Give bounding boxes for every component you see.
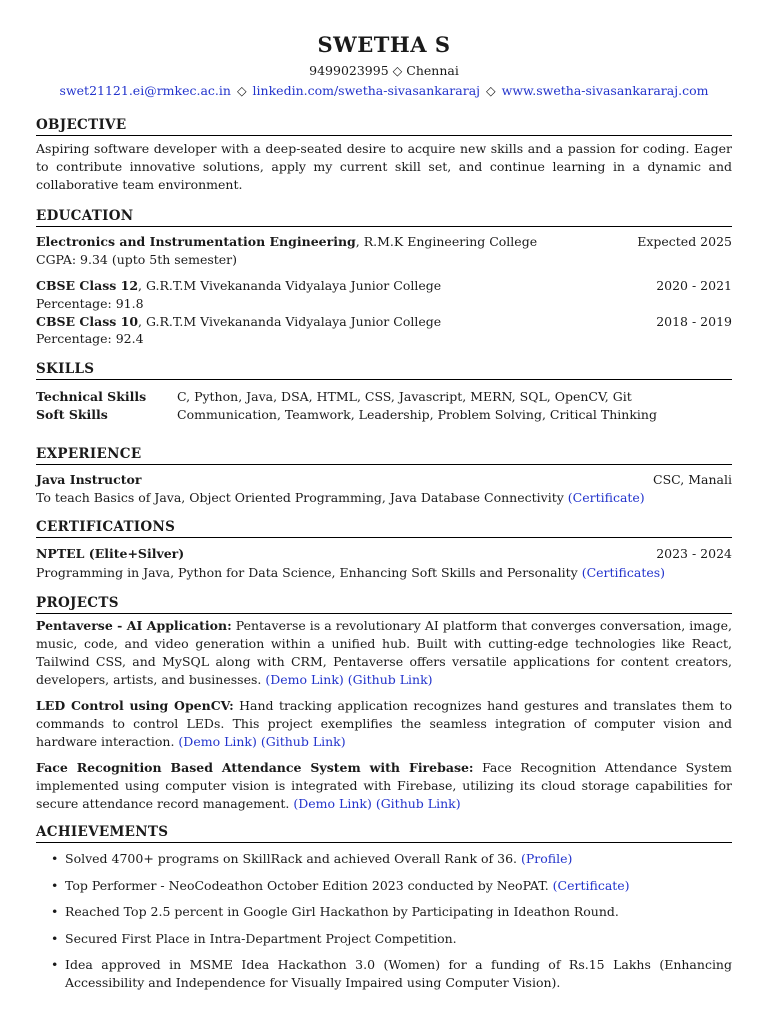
section-heading-experience: EXPERIENCE (36, 446, 732, 465)
education-item (36, 233, 732, 251)
objective-text: Aspiring software developer with a deep-seated desire to acquire new skills and a passion for coding. Eager to contribute innovative solutions, apply my current skill set, and continue learning in a dynamic and collaborative team environment. (36, 141, 732, 192)
section-heading-certifications: CERTIFICATIONS (36, 519, 732, 538)
project-description: Face Recognition Attendance System implemented using computer vision is integrated with Firebase, utilizing its cloud storage capabilities for secure attendance record management. (36, 760, 732, 811)
certification-description (36, 564, 732, 582)
profile-link[interactable]: (Profile) (520, 851, 573, 866)
skill-row (36, 406, 732, 424)
section-heading-objective: OBJECTIVE (36, 117, 732, 136)
job-role: Java Instructor (36, 472, 142, 487)
education-detail: Percentage: 92.4 (36, 331, 144, 346)
project-item (36, 697, 732, 751)
list-item (36, 877, 732, 895)
project-description: Hand tracking application recognizes hand gestures and translates them to commands to control LEDs. This project exemplifies the seamless integration of computer vision and hardware interaction. (36, 698, 732, 749)
project-item (36, 759, 732, 813)
degree: CBSE Class 12 (36, 278, 139, 293)
institution: , G.R.T.M Vivekananda Vidyalaya Junior College (138, 314, 442, 329)
achievement-text: Top Performer - NeoCodeathon October Edition 2023 conducted by NeoPAT. (65, 877, 553, 893)
list-item (36, 903, 732, 921)
section-heading-education: EDUCATION (36, 208, 732, 227)
date: 2020 - 2021 (656, 278, 732, 293)
candidate-name: SWETHA S (317, 32, 451, 57)
separator-icon: ◇ (486, 83, 496, 98)
certification-date: 2023 - 2024 (656, 546, 732, 561)
experience-text: To teach Basics of Java, Object Oriented Programming, Java Database Connectivity (36, 490, 568, 505)
section-heading-skills: SKILLS (36, 361, 732, 380)
certification-text: Programming in Java, Python for Data Science, Enhancing Soft Skills and Personality (36, 565, 582, 580)
project-item (36, 617, 732, 689)
demo-link[interactable]: (Demo Link) (178, 734, 257, 749)
section-heading-achievements: ACHIEVEMENTS (36, 824, 732, 843)
website-link[interactable]: www.swetha-sivasankararaj.com (501, 83, 709, 98)
certificate-link[interactable]: (Certificate) (552, 877, 630, 893)
certification-name: NPTEL (Elite+Silver) (36, 546, 185, 561)
github-link[interactable]: (Github Link) (375, 796, 461, 811)
separator-icon: ◇ (392, 63, 403, 78)
degree: CBSE Class 10 (36, 314, 139, 329)
bullet-icon: • (51, 877, 59, 893)
institution: , G.R.T.M Vivekananda Vidyalaya Junior College (138, 278, 442, 293)
linkedin-link[interactable]: linkedin.com/swetha-sivasankararaj (252, 83, 481, 98)
achievements-list (36, 850, 732, 1001)
github-link[interactable]: (Github Link) (347, 672, 433, 687)
bullet-icon: • (51, 904, 59, 919)
skill-label: Technical Skills (36, 389, 147, 404)
education-item (36, 277, 732, 295)
certificate-link[interactable]: (Certificate) (567, 490, 645, 505)
degree: Electronics and Instrumentation Engineering (36, 234, 356, 249)
experience-item (36, 471, 732, 489)
list-item (36, 930, 732, 948)
experience-description (36, 489, 732, 507)
separator-icon: ◇ (236, 83, 247, 98)
list-item (36, 956, 732, 992)
date: 2018 - 2019 (656, 314, 732, 329)
skill-value: C, Python, Java, DSA, HTML, CSS, Javascript, MERN, SQL, OpenCV, Git (177, 389, 632, 404)
certification-item (36, 545, 732, 563)
achievement-text: Secured First Place in Intra-Department Project Competition. (65, 930, 457, 946)
job-place: CSC, Manali (653, 472, 732, 487)
bullet-icon: • (51, 957, 59, 972)
bullet-icon: • (51, 851, 59, 866)
contact-line (0, 63, 768, 78)
skill-label: Soft Skills (36, 407, 108, 422)
links-line (0, 83, 768, 98)
project-description: Pentaverse is a revolutionary AI platform that converges conversation, image, music, code, and video generation within a unified hub. Built with cutting-edge technologies like React, Tailwind CSS, and MySQL along with CRM, Pentaverse offers versatile applications for content creators, developers, artists, and businesses. (36, 618, 732, 687)
project-name: Face Recognition Based Attendance System with Firebase: (36, 760, 474, 775)
github-link[interactable]: (Github Link) (260, 734, 346, 749)
location: Chennai (406, 63, 459, 78)
demo-link[interactable]: (Demo Link) (265, 672, 344, 687)
achievement-text: Reached Top 2.5 percent in Google Girl Hackathon by Participating in Ideathon Round. (65, 904, 619, 919)
bullet-icon: • (51, 930, 59, 946)
education-detail: Percentage: 91.8 (36, 296, 144, 311)
project-name: Pentaverse - AI Application: (36, 618, 232, 633)
education-detail: CGPA: 9.34 (upto 5th semester) (36, 252, 238, 267)
date: Expected 2025 (637, 234, 732, 249)
education-item (36, 313, 732, 331)
institution: , R.M.K Engineering College (355, 234, 538, 249)
achievement-text: Idea approved in MSME Idea Hackathon 3.0 (Women) for a funding of Rs.15 Lakhs (Enhancing Accessibility and Independence for Visually Impaired using Computer Vision). (65, 957, 732, 990)
list-item (36, 850, 732, 868)
section-heading-projects: PROJECTS (36, 595, 732, 614)
achievement-text: Solved 4700+ programs on SkillRack and achieved Overall Rank of 36. (65, 851, 521, 866)
demo-link[interactable]: (Demo Link) (293, 796, 372, 811)
email-link[interactable]: swet21121.ei@rmkec.ac.in (59, 83, 231, 98)
certificates-link[interactable]: (Certificates) (581, 565, 666, 580)
skill-row (36, 388, 732, 406)
project-name: LED Control using OpenCV: (36, 698, 234, 713)
phone: 9499023995 (309, 63, 389, 78)
skill-value: Communication, Teamwork, Leadership, Problem Solving, Critical Thinking (177, 407, 657, 422)
